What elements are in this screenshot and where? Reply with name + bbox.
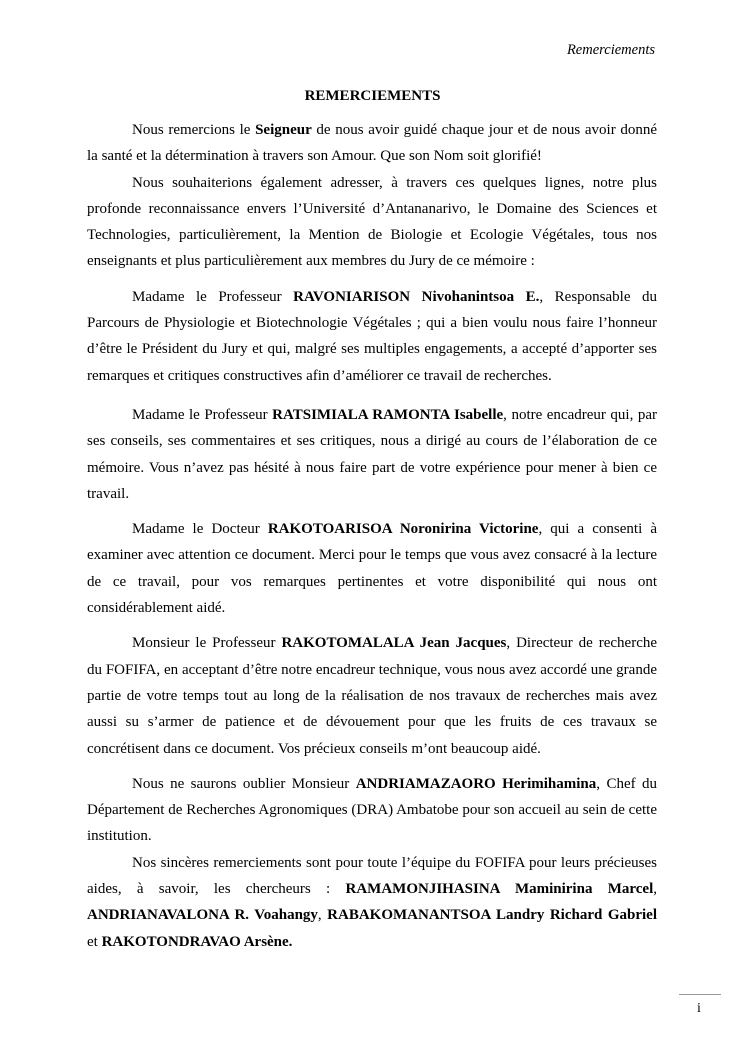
bold-name: RAKOTOARISOA Noronirina Victorine (267, 521, 539, 538)
page-title: REMERCIEMENTS (304, 88, 441, 104)
paragraph-text: Monsieur le Professeur (132, 635, 282, 652)
bold-name: ANDRIANAVALONA R. Voahangy (87, 907, 318, 924)
paragraph-text: Nos sincères remerciements sont pour toute l’équipe du FOFIFA pour leurs précieuses aides, à savoir, les chercheurs : (87, 854, 657, 898)
paragraph-text: , notre encadreur qui, par ses conseils, ses commentaires et ses critiques, nous a dirigé au cours de l’élaboration de ce mémoire. Vous n’avez pas hésité à nous faire part de votre expérience pour mener à bien ce travail. (87, 406, 657, 502)
paragraph-text: de nous avoir guidé chaque jour et de nous avoir donné la santé et la détermination à travers son Amour. Que son Nom soit glorifié! (87, 122, 657, 165)
paragraph-text: Nous souhaiterions également adresser, à travers ces quelques lignes, notre plus profonde reconnaissance envers l’Université d’Antananarivo, le Domaine des Sciences et Technologies, particulièrement, la Mention de Biologie et Ecologie Végétales, tous nos enseignants et plus particulièrement aux membres du Jury de ce mémoire : (87, 174, 657, 270)
paragraph-jury-president (87, 284, 657, 389)
page-number: i (697, 1001, 701, 1016)
paragraph-examiner (87, 516, 657, 621)
separator-text: , (317, 907, 328, 924)
bold-name: ANDRIAMAZAORO Herimihamina (355, 775, 597, 792)
acknowledgements-body (87, 117, 657, 955)
paragraph-technical-supervisor (87, 630, 657, 761)
paragraph-text: Madame le Professeur (132, 406, 273, 423)
paragraph-supervisor (87, 402, 657, 507)
paragraph-text: Nous ne saurons oublier Monsieur (132, 775, 356, 792)
bold-name: RAVONIARISON Nivohanintsoa E. (293, 288, 540, 305)
bold-name: RAMAMONJIHASINA Maminirina Marcel (345, 881, 654, 898)
bold-name: RAKOTONDRAVAO Arsène. (101, 933, 293, 950)
paragraph-fofifa-team (87, 850, 657, 955)
running-header-title: Remerciements (566, 42, 655, 58)
paragraph-thanks-god (87, 117, 657, 170)
paragraph-text: Madame le Professeur (132, 288, 294, 305)
separator-text: et (87, 933, 102, 950)
bold-name: Seigneur (255, 122, 312, 138)
paragraph-text: , Responsable du Parcours de Physiologie et Biotechnologie Végétales ; qui a bien voulu nous faire l’honneur d’être le Président du Jury et qui, malgré ses multiples engagements, a accepté d’apporter ses remarques et critiques constructives afin d’améliorer ce travail de recherches. (87, 288, 657, 384)
paragraph-dra-chief (87, 771, 657, 850)
paragraph-text: , Directeur de recherche du FOFIFA, en acceptant d’être notre encadreur technique, vous nous avez accordé une grande partie de votre temps tout au long de la réalisation de nos travaux de recherches mais avez aussi su s’armer de patience et de dévouement pour que les fruits de ces travaux se concrétisent dans ce document. Vos précieux conseils m’ont beaucoup aidé. (87, 635, 658, 757)
bold-name: RAKOTOMALALA Jean Jacques (281, 635, 507, 652)
bold-name: RABAKOMANANTSOA Landry Richard Gabriel (327, 907, 658, 924)
paragraph-text: Madame le Docteur (132, 521, 268, 538)
paragraph-text: , Chef du Département de Recherches Agronomiques (DRA) Ambatobe pour son accueil au sein de cette institution. (87, 775, 658, 845)
paragraph-text: Nous remercions le (132, 122, 256, 138)
separator-text: , (653, 881, 657, 898)
paragraph-university (87, 170, 657, 275)
footer-divider (679, 994, 721, 995)
bold-name: RATSIMIALA RAMONTA Isabelle (272, 406, 504, 423)
paragraph-text: , qui a consenti à examiner avec attention ce document. Merci pour le temps que vous avez consacré à la lecture de ce travail, pour vos remarques pertinentes et votre disponibilité qui nous ont considérablement aidé. (87, 521, 657, 617)
